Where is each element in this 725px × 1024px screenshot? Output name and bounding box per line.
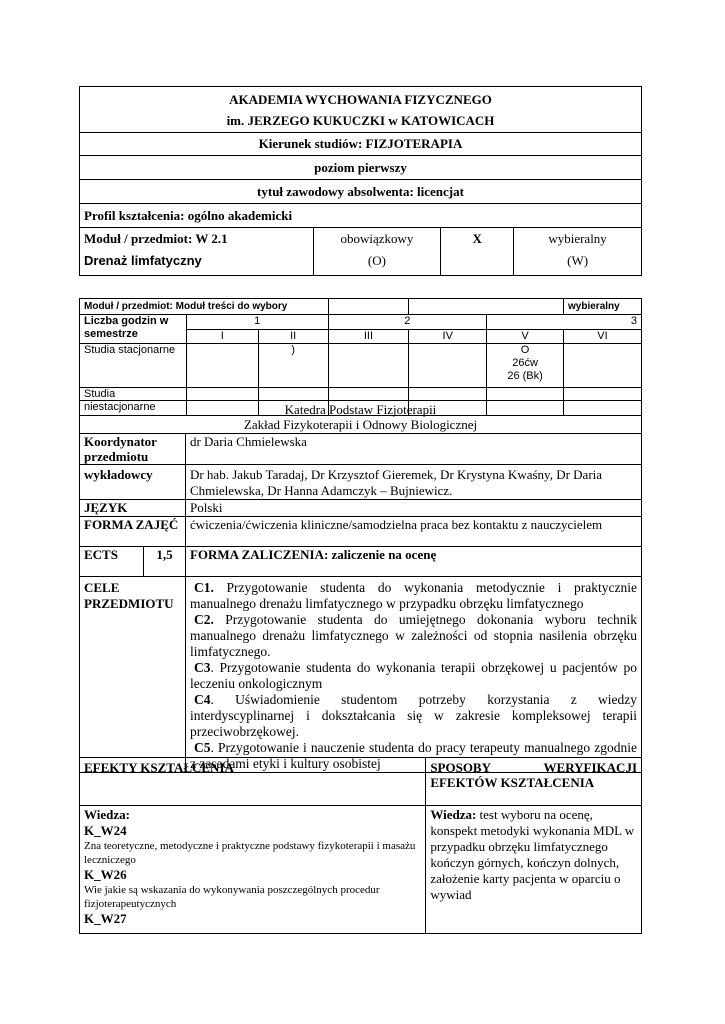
coordinator-value: dr Daria Chmielewska: [185, 434, 641, 465]
module-cell: [80, 228, 314, 276]
fulltime-sem6: [564, 344, 642, 388]
class-form-label: FORMA ZAJĘĆ: [80, 517, 186, 547]
obligatory-label: obowiązkowy: [340, 231, 414, 246]
verification-header: SPOSOBY WERYFIKACJI EFEKTÓW KSZTAŁCENIA: [426, 758, 642, 806]
selection-mark: X: [441, 228, 514, 276]
lecturers-value: Dr hab. Jakub Taradaj, Dr Krzysztof Gieremek, Dr Krystyna Kwaśny, Dr Daria Chmielewska, Dr Hanna Adamczyk – Bujniewicz.: [185, 465, 641, 500]
objective-c4: C4. Uświadomienie studentom potrzeby korzystania z wiedzy interdyscyplinarnej i dokształcania się w zakresie kompleksowej terapii przeciwobrzękowej.: [189, 692, 637, 739]
coordinator-label: Koordynator przedmiotu: [80, 434, 186, 465]
obligatory-code: (O): [367, 253, 386, 268]
verification-label: Wiedza:: [430, 807, 477, 822]
elective-cell: [514, 228, 642, 276]
fulltime-label: Studia stacjonarne: [80, 344, 187, 388]
semester-4: IV: [409, 330, 487, 344]
objectives-label: CELE PRZEDMIOTU: [80, 577, 186, 773]
lecturers-label: wykładowcy: [80, 465, 186, 500]
assessment-form: FORMA ZALICZENIA: zaliczenie na ocenę: [185, 547, 641, 577]
knowledge-verification: [426, 806, 642, 934]
outcomes-table: [79, 757, 642, 934]
fulltime-sem4: [409, 344, 487, 388]
module-content-label: Moduł / przedmiot: Moduł treści do wybory: [80, 299, 329, 315]
module-content-type: wybieralny: [564, 299, 642, 315]
semester-2: II: [258, 330, 328, 344]
ects-value: 1,5: [143, 547, 185, 577]
parttime-label: Studia niestacjonarne: [80, 388, 187, 416]
field-of-study: Kierunek studiów: FIZJOTERAPIA: [80, 133, 642, 156]
fulltime-sem5: [487, 344, 564, 388]
degree-title: tytuł zawodowy absolwenta: licencjat: [80, 180, 642, 204]
department-line2: Zakład Fizykoterapii i Odnowy Biologicznej: [243, 417, 478, 432]
knowledge-outcomes: [80, 806, 426, 934]
ects-label: ECTS: [80, 547, 144, 577]
fulltime-sem5-form: O: [520, 344, 530, 356]
institution-line1: AKADEMIA WYCHOWANIA FIZYCZNEGO: [229, 92, 492, 107]
semester-1: I: [186, 330, 258, 344]
objective-c1: C1. Przygotowanie studenta do wykonania metodycznie i praktycznie manualnego drenażu limfatycznego w przypadku obrzęku limfatycznego: [189, 580, 637, 611]
module-content-blank-1: [328, 299, 409, 315]
obligatory-cell: [313, 228, 441, 276]
hours-label: Liczba godzin w semestrze: [80, 315, 187, 344]
institution-line2: im. JERZEGO KUKUCZKI w KATOWICACH: [226, 113, 495, 128]
elective-label: wybieralny: [548, 231, 607, 246]
class-form-value: ćwiczenia/ćwiczenia kliniczne/samodzielna praca bez kontaktu z nauczycielem: [185, 517, 641, 547]
fulltime-sem3: [328, 344, 409, 388]
outcome-k-w27: K_W27: [84, 911, 127, 926]
year-1: 1: [186, 315, 328, 330]
education-profile: Profil kształcenia: ogólno akademicki: [80, 204, 642, 228]
year-2: 2: [328, 315, 487, 330]
outcome-k-w26-text: Wie jakie są wskazania do wykonywania poszczególnych procedur fizjoterapeutycznych: [84, 884, 380, 910]
module-name: Drenaż limfatyczny: [84, 253, 202, 268]
fulltime-sem1: [186, 344, 258, 388]
fulltime-sem5-bk: 26 (Bk): [507, 370, 543, 382]
header-table: [79, 86, 642, 276]
study-level: poziom pierwszy: [80, 156, 642, 180]
institution-name: [80, 87, 642, 133]
outcome-k-w26: K_W26: [84, 867, 127, 882]
language-value: Polski: [185, 500, 641, 517]
fulltime-sem5-exercises: 26ćw: [512, 357, 538, 369]
semester-6: VI: [564, 330, 642, 344]
objective-c5: C5. Przygotowanie i nauczenie studenta do pracy terapeuty manualnego zgodnie z zasadami etyki i kultury osobistej: [189, 740, 637, 771]
verification-text: test wyboru na ocenę, konspekt metodyki wykonania MDL w przypadku obrzęku limfatycznego kończyn górnych, kończyn dolnych, założenie karty pacjenta w oparciu o wywiad: [430, 807, 635, 902]
module-content-blank-2: [409, 299, 564, 315]
info-table: [79, 400, 642, 773]
language-label: JĘZYK: [80, 500, 186, 517]
department-line1: Katedra Podstaw Fizjoterapii: [284, 402, 437, 417]
outcomes-header: EFEKTY KSZTAŁCENIA: [80, 758, 426, 806]
semester-3: III: [328, 330, 409, 344]
department: [80, 401, 642, 434]
outcome-k-w24-text: Zna teoretyczne, metodyczne i praktyczne podstawy fizykoterapii i masażu leczniczego: [84, 840, 416, 866]
objective-c3: C3. Przygotowanie studenta do wykonania terapii obrzękowej u pacjentów po leczeniu onkologicznym: [189, 660, 637, 691]
hours-table: [79, 298, 642, 416]
semester-5: V: [487, 330, 564, 344]
module-label: Moduł / przedmiot: W 2.1: [84, 231, 228, 246]
year-3: 3: [487, 315, 642, 330]
objectives-list: [185, 577, 641, 773]
fulltime-sem2: ): [258, 344, 328, 388]
outcome-k-w24: K_W24: [84, 823, 127, 838]
knowledge-label: Wiedza:: [84, 807, 130, 822]
elective-code: (W): [567, 253, 589, 268]
objective-c2: C2. Przygotowanie studenta do umiejętnego dokonania wyboru technik manualnego drenażu limfatycznego w zależności od stopnia nasilenia obrzęku limfatycznego.: [189, 612, 637, 659]
